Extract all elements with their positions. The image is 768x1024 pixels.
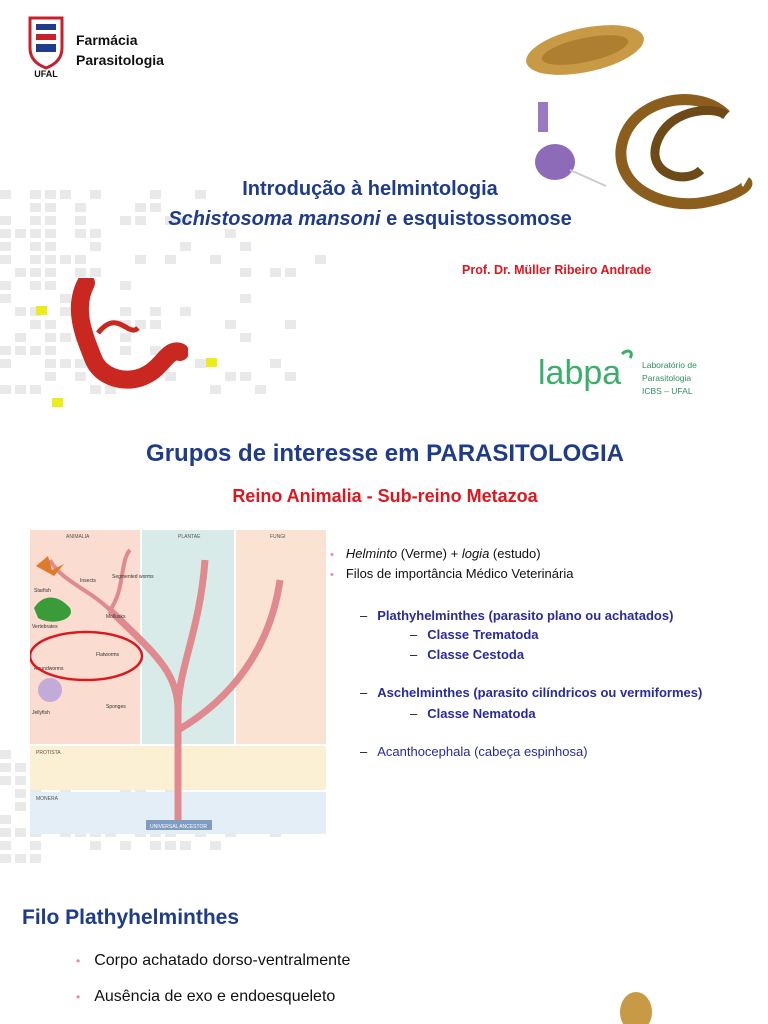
pixel-square — [90, 268, 101, 277]
pixel-square — [0, 828, 11, 837]
pixel-square — [210, 385, 221, 394]
pixel-square — [0, 294, 11, 303]
platyhelminthes-slide — [0, 870, 768, 1024]
pixel-square — [240, 268, 251, 277]
pixel-square — [270, 268, 281, 277]
pixel-square — [15, 776, 26, 785]
pixel-square — [0, 255, 11, 264]
species-name: Schistosoma mansoni — [168, 208, 381, 230]
pixel-square — [45, 372, 56, 381]
pixel-square — [210, 841, 221, 850]
plantae-label: PLANTAE — [178, 534, 201, 540]
insects-label: Insects — [80, 578, 96, 584]
pixel-square — [30, 854, 41, 863]
course-label — [76, 30, 164, 70]
schistosoma-image — [68, 278, 188, 393]
bullet-2: • Filos de importância Médico Veterinária — [330, 566, 574, 581]
pixel-square — [165, 841, 176, 850]
class-nematoda: – Classe Nematoda — [410, 706, 536, 721]
pixel-square — [225, 372, 236, 381]
pixel-square — [0, 750, 11, 759]
fasciola-small-image — [616, 988, 656, 1024]
pixel-square — [0, 763, 11, 772]
pixel-square — [15, 333, 26, 342]
segmented-worms-label: Segmented worms — [112, 574, 154, 580]
groups-slide — [0, 410, 768, 870]
pixel-square — [0, 242, 11, 251]
bullet-1: • Helminto (Verme) + logia (estudo) — [330, 546, 541, 561]
pixel-square — [30, 255, 41, 264]
fungi-label: FUNGI — [270, 534, 286, 540]
vertebrates-label: Vertebrates — [32, 624, 58, 630]
pixel-square — [15, 268, 26, 277]
pixel-square — [180, 841, 191, 850]
pixel-square — [45, 281, 56, 290]
pixel-square — [75, 255, 86, 264]
animalia-label: ANIMALIA — [66, 534, 90, 540]
pixel-square-accent — [52, 398, 63, 407]
flatworms-label: Flatworms — [96, 652, 120, 658]
pixel-square — [120, 841, 131, 850]
mollusks-label: Mollusks — [106, 614, 126, 620]
slide-3-bullet-1: • Corpo achatado dorso-ventralmente — [76, 952, 351, 969]
universal-ancestor-label: UNIVERSAL ANCESTOR — [150, 824, 207, 830]
protista-label: PROTISTA — [36, 750, 61, 756]
pixel-square — [210, 255, 221, 264]
fasciola-image — [520, 18, 650, 82]
pixel-square — [0, 854, 11, 863]
slide-2-title: Grupos de interesse em PARASITOLOGIA — [146, 440, 624, 467]
class-cestoda: – Classe Cestoda — [410, 647, 525, 662]
author-name: Prof. Dr. Müller Ribeiro Andrade — [462, 263, 652, 277]
lab-description — [642, 359, 697, 398]
slide-3-bullet-2: • Ausência de exo e endoesqueleto — [76, 988, 336, 1005]
pixel-square — [285, 320, 296, 329]
pixel-square — [240, 294, 251, 303]
pixel-square — [135, 255, 146, 264]
jellyfish-illustration — [38, 678, 62, 702]
pixel-square — [45, 359, 56, 368]
pixel-square — [0, 815, 11, 824]
pixel-square — [180, 242, 191, 251]
pixel-square — [30, 841, 41, 850]
pixel-square — [15, 802, 26, 811]
lab-line-2: Parasitologia — [642, 373, 692, 383]
pixel-square — [15, 346, 26, 355]
pixel-square — [255, 385, 266, 394]
pixel-square — [15, 789, 26, 798]
slide-2-subtitle: Reino Animalia - Sub-reino Metazoa — [232, 486, 538, 506]
pixel-square — [240, 333, 251, 342]
lab-line-3: ICBS – UFAL — [642, 386, 693, 396]
pixel-square — [15, 763, 26, 772]
slide-3-title: Filo Plathyhelminthes — [22, 906, 240, 929]
pixel-square-accent — [206, 358, 217, 367]
pixel-square — [0, 281, 11, 290]
labpa-name: labpa — [538, 354, 622, 392]
pixel-square — [45, 320, 56, 329]
pixel-square — [45, 268, 56, 277]
pixel-square — [45, 346, 56, 355]
pixel-square — [30, 268, 41, 277]
pixel-square — [0, 346, 11, 355]
pixel-square — [285, 372, 296, 381]
sponges-label: Sponges — [106, 704, 126, 710]
pixel-square — [30, 281, 41, 290]
pixel-square — [75, 268, 86, 277]
pixel-square — [285, 268, 296, 277]
phylum-acanthocephala: – Acanthocephala (cabeça espinhosa) — [360, 744, 588, 759]
slide-title-line-1: Introdução à helmintologia — [242, 178, 498, 200]
pixel-square — [240, 372, 251, 381]
pixel-square — [270, 359, 281, 368]
pixel-square — [15, 854, 26, 863]
pixel-square — [225, 320, 236, 329]
pixel-square — [30, 242, 41, 251]
title-slide — [0, 0, 768, 410]
pixel-square — [0, 359, 11, 368]
pixel-square — [30, 320, 41, 329]
pixel-square — [0, 841, 11, 850]
pixel-square — [195, 359, 206, 368]
pixel-square — [45, 242, 56, 251]
pixel-square — [45, 255, 56, 264]
pixel-square — [240, 242, 251, 251]
phylum-platyhelminthes: – Plathyhelminthes (parasito plano ou achatados) — [360, 608, 674, 623]
pixel-square — [30, 346, 41, 355]
slide-title-line-2 — [0, 208, 740, 231]
pixel-square — [0, 385, 11, 394]
starfish-label: Starfish — [34, 588, 51, 594]
class-trematoda: – Classe Trematoda — [410, 627, 539, 642]
tree-of-life-diagram — [30, 530, 326, 834]
pixel-square — [165, 255, 176, 264]
pixel-square — [45, 333, 56, 342]
pixel-square — [30, 385, 41, 394]
course-line-2: Parasitologia — [76, 52, 164, 68]
lab-line-1: Laboratório de — [642, 360, 697, 370]
pixel-square — [315, 255, 326, 264]
pixel-square — [15, 385, 26, 394]
course-line-1: Farmácia — [76, 32, 138, 48]
pixel-square — [90, 841, 101, 850]
pixel-square — [0, 776, 11, 785]
labpa-logo — [536, 346, 636, 402]
pixel-square — [15, 307, 26, 316]
pixel-square — [150, 841, 161, 850]
roundworms-label: Roundworms — [34, 666, 64, 672]
jellyfish-label: Jellyfish — [32, 710, 50, 716]
pixel-square — [15, 828, 26, 837]
ufal-logo — [26, 14, 66, 78]
pixel-square-accent — [36, 306, 47, 315]
ufal-label: UFAL — [34, 69, 58, 78]
monera-label: MONERA — [36, 796, 58, 802]
title-rest: e esquistossomose — [380, 208, 572, 230]
pixel-square — [90, 242, 101, 251]
phylum-aschelminthes: – Aschelminthes (parasito cilíndricos ou vermiformes) — [360, 685, 703, 700]
pixel-square — [60, 255, 71, 264]
